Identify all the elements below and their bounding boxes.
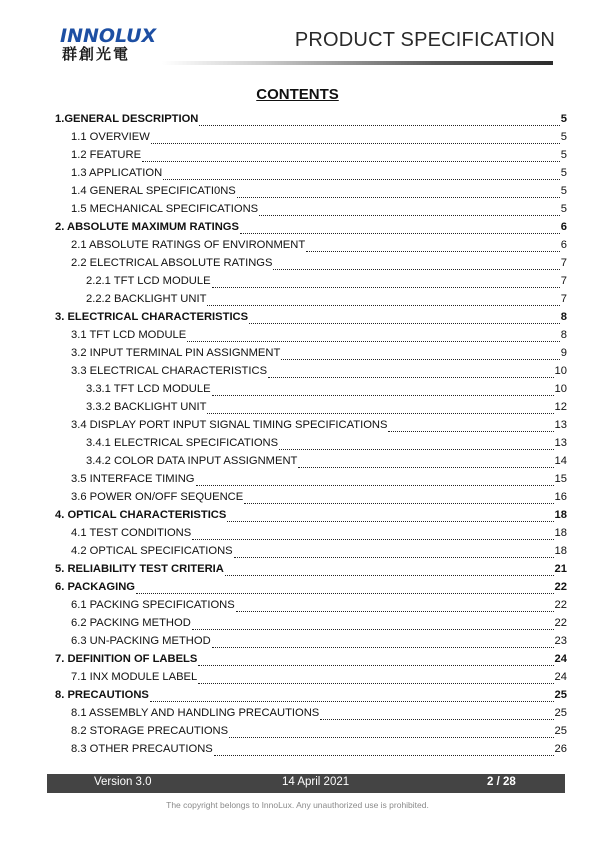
- toc-entry[interactable]: [71, 256, 567, 270]
- toc-entry-title: 4. OPTICAL CHARACTERISTICS: [55, 509, 227, 521]
- toc-entry-title: 1.5 MECHANICAL SPECIFICATIONS: [71, 203, 259, 215]
- toc-dot-leader: [192, 619, 554, 630]
- toc-dot-leader: [244, 493, 553, 504]
- toc-entry[interactable]: [71, 706, 567, 720]
- toc-entry-title: 3.3.1 TFT LCD MODULE: [86, 383, 211, 395]
- toc-dot-leader: [212, 385, 554, 396]
- toc-entry[interactable]: [86, 436, 567, 450]
- toc-entry[interactable]: [55, 580, 567, 594]
- toc-dot-leader: [298, 457, 553, 468]
- toc-entry-page: 5: [560, 149, 567, 161]
- toc-dot-leader: [281, 349, 559, 360]
- logo-chinese-name: 群創光電: [62, 45, 131, 63]
- toc-entry-page: 25: [554, 725, 567, 737]
- toc-dot-leader: [207, 295, 559, 306]
- toc-entry-title: 2.2.2 BACKLIGHT UNIT: [86, 293, 207, 305]
- toc-entry[interactable]: [71, 130, 567, 144]
- toc-entry-page: 12: [554, 401, 567, 413]
- toc-entry[interactable]: [55, 562, 567, 576]
- toc-entry[interactable]: [71, 346, 567, 360]
- toc-entry-title: 4.2 OPTICAL SPECIFICATIONS: [71, 545, 233, 557]
- toc-entry[interactable]: [71, 526, 567, 540]
- toc-dot-leader: [236, 601, 554, 612]
- toc-entry-page: 7: [560, 293, 567, 305]
- toc-entry-title: 3.3.2 BACKLIGHT UNIT: [86, 401, 207, 413]
- toc-entry-title: 6.3 UN-PACKING METHOD: [71, 635, 211, 647]
- toc-entry-page: 5: [560, 113, 567, 125]
- toc-entry[interactable]: [86, 274, 567, 288]
- toc-entry-page: 26: [554, 743, 567, 755]
- toc-entry-title: 8.2 STORAGE PRECAUTIONS: [71, 725, 229, 737]
- toc-entry-page: 22: [554, 581, 567, 593]
- toc-entry-title: 8.1 ASSEMBLY AND HANDLING PRECAUTIONS: [71, 707, 320, 719]
- toc-entry-page: 7: [560, 275, 567, 287]
- toc-entry[interactable]: [86, 400, 567, 414]
- toc-dot-leader: [163, 169, 560, 180]
- toc-entry-page: 10: [554, 365, 567, 377]
- toc-entry[interactable]: [71, 670, 567, 684]
- contents-heading: CONTENTS: [256, 86, 339, 103]
- document-title: PRODUCT SPECIFICATION: [294, 29, 555, 51]
- toc-entry-page: 24: [554, 653, 567, 665]
- toc-entry-title: 8. PRECAUTIONS: [55, 689, 149, 701]
- toc-entry-page: 13: [554, 419, 567, 431]
- toc-entry-title: 6. PACKAGING: [55, 581, 135, 593]
- toc-dot-leader: [207, 403, 553, 414]
- toc-entry-page: 15: [554, 473, 567, 485]
- toc-entry-title: 5. RELIABILITY TEST CRITERIA: [55, 563, 224, 575]
- toc-entry-title: 3. ELECTRICAL CHARACTERISTICS: [55, 311, 249, 323]
- toc-dot-leader: [279, 439, 553, 450]
- toc-dot-leader: [240, 223, 560, 234]
- toc-entry[interactable]: [71, 148, 567, 162]
- toc-entry-page: 8: [560, 329, 567, 341]
- toc-entry-page: 22: [554, 599, 567, 611]
- company-logo: [60, 27, 160, 63]
- toc-dot-leader: [273, 259, 559, 270]
- toc-entry-title: 3.2 INPUT TERMINAL PIN ASSIGNMENT: [71, 347, 281, 359]
- toc-entry[interactable]: [71, 544, 567, 558]
- footer-bar: [47, 774, 565, 793]
- toc-dot-leader: [150, 691, 554, 702]
- toc-entry-title: 6.1 PACKING SPECIFICATIONS: [71, 599, 235, 611]
- toc-dot-leader: [388, 421, 553, 432]
- toc-dot-leader: [187, 331, 560, 342]
- toc-dot-leader: [214, 745, 554, 756]
- toc-entry-title: 1.GENERAL DESCRIPTION: [55, 113, 199, 125]
- toc-entry-title: 3.5 INTERFACE TIMING: [71, 473, 195, 485]
- toc-entry[interactable]: [55, 652, 567, 666]
- toc-entry[interactable]: [55, 220, 567, 234]
- toc-entry-page: 18: [554, 509, 567, 521]
- toc-entry-page: 5: [560, 131, 567, 143]
- toc-entry-title: 2.2 ELECTRICAL ABSOLUTE RATINGS: [71, 257, 273, 269]
- toc-entry-page: 14: [554, 455, 567, 467]
- toc-entry-title: 3.4.2 COLOR DATA INPUT ASSIGNMENT: [86, 455, 298, 467]
- toc-entry-page: 5: [560, 185, 567, 197]
- toc-dot-leader: [198, 655, 553, 666]
- toc-entry[interactable]: [55, 688, 567, 702]
- toc-entry-page: 23: [554, 635, 567, 647]
- toc-entry-title: 4.1 TEST CONDITIONS: [71, 527, 192, 539]
- toc-entry-page: 10: [554, 383, 567, 395]
- toc-entry[interactable]: [71, 490, 567, 504]
- toc-dot-leader: [225, 565, 554, 576]
- toc-dot-leader: [136, 583, 554, 594]
- footer-date: 14 April 2021: [282, 776, 350, 788]
- toc-entry[interactable]: [71, 184, 567, 198]
- toc-entry-page: 21: [554, 563, 567, 575]
- toc-entry-title: 2.2.1 TFT LCD MODULE: [86, 275, 211, 287]
- toc-entry-title: 8.3 OTHER PRECAUTIONS: [71, 743, 213, 755]
- toc-entry-page: 8: [560, 311, 567, 323]
- toc-dot-leader: [234, 547, 554, 558]
- toc-entry[interactable]: [55, 310, 567, 324]
- toc-entry-page: 13: [554, 437, 567, 449]
- toc-dot-leader: [229, 727, 553, 738]
- toc-dot-leader: [151, 133, 560, 144]
- toc-entry[interactable]: [71, 166, 567, 180]
- toc-entry-page: 5: [560, 167, 567, 179]
- toc-entry-page: 7: [560, 257, 567, 269]
- toc-dot-leader: [212, 277, 560, 288]
- toc-entry-page: 25: [554, 689, 567, 701]
- toc-entry-page: 16: [554, 491, 567, 503]
- toc-entry-page: 22: [554, 617, 567, 629]
- toc-entry[interactable]: [71, 238, 567, 252]
- toc-entry-page: 18: [554, 545, 567, 557]
- toc-entry[interactable]: [71, 418, 567, 432]
- toc-entry-page: 18: [554, 527, 567, 539]
- toc-dot-leader: [199, 115, 559, 126]
- toc-dot-leader: [192, 529, 553, 540]
- logo-wordmark: INNOLUX: [60, 25, 157, 47]
- toc-dot-leader: [249, 313, 560, 324]
- toc-entry-title: 2. ABSOLUTE MAXIMUM RATINGS: [55, 221, 239, 233]
- toc-dot-leader: [198, 673, 553, 684]
- toc-entry-title: 7.1 INX MODULE LABEL: [71, 671, 198, 683]
- toc-entry-title: 2.1 ABSOLUTE RATINGS OF ENVIRONMENT: [71, 239, 306, 251]
- toc-entry[interactable]: [71, 724, 567, 738]
- toc-entry-title: 3.4 DISPLAY PORT INPUT SIGNAL TIMING SPECIFICATIONS: [71, 419, 388, 431]
- toc-dot-leader: [212, 637, 554, 648]
- toc-entry[interactable]: [71, 742, 567, 756]
- toc-dot-leader: [237, 187, 560, 198]
- toc-entry-page: 5: [560, 203, 567, 215]
- footer-version: Version 3.0: [94, 776, 152, 788]
- toc-entry-page: 6: [560, 221, 567, 233]
- toc-dot-leader: [268, 367, 554, 378]
- toc-entry[interactable]: [71, 364, 567, 378]
- toc-entry-title: 3.6 POWER ON/OFF SEQUENCE: [71, 491, 244, 503]
- toc-dot-leader: [227, 511, 553, 522]
- toc-entry[interactable]: [71, 472, 567, 486]
- toc-dot-leader: [142, 151, 560, 162]
- toc-entry[interactable]: [71, 328, 567, 342]
- toc-entry-title: 7. DEFINITION OF LABELS: [55, 653, 198, 665]
- copyright-notice: The copyright belongs to InnoLux. Any unauthorized use is prohibited.: [166, 800, 429, 810]
- toc-entry-title: 1.1 OVERVIEW: [71, 131, 150, 143]
- toc-entry-page: 9: [560, 347, 567, 359]
- toc-entry-title: 3.1 TFT LCD MODULE: [71, 329, 187, 341]
- toc-entry-title: 3.3 ELECTRICAL CHARACTERISTICS: [71, 365, 268, 377]
- toc-dot-leader: [259, 205, 560, 216]
- toc-entry-page: 25: [554, 707, 567, 719]
- toc-dot-leader: [196, 475, 554, 486]
- toc-entry[interactable]: [86, 454, 567, 468]
- toc-entry[interactable]: [71, 616, 567, 630]
- header-divider: [162, 61, 553, 65]
- toc-entry[interactable]: [55, 508, 567, 522]
- toc-entry-page: 24: [554, 671, 567, 683]
- toc-entry-title: 6.2 PACKING METHOD: [71, 617, 191, 629]
- toc-entry[interactable]: [86, 292, 567, 306]
- toc-dot-leader: [306, 241, 560, 252]
- toc-entry[interactable]: [71, 202, 567, 216]
- toc-entry[interactable]: [55, 112, 567, 126]
- toc-entry-title: 1.3 APPLICATION: [71, 167, 163, 179]
- toc-entry[interactable]: [71, 634, 567, 648]
- toc-entry-title: 3.4.1 ELECTRICAL SPECIFICATIONS: [86, 437, 279, 449]
- toc-dot-leader: [320, 709, 553, 720]
- toc-entry-title: 1.4 GENERAL SPECIFICATI0NS: [71, 185, 236, 197]
- footer-page-number: 2 / 28: [487, 776, 516, 788]
- toc-entry[interactable]: [71, 598, 567, 612]
- toc-entry-title: 1.2 FEATURE: [71, 149, 142, 161]
- toc-entry[interactable]: [86, 382, 567, 396]
- toc-entry-page: 6: [560, 239, 567, 251]
